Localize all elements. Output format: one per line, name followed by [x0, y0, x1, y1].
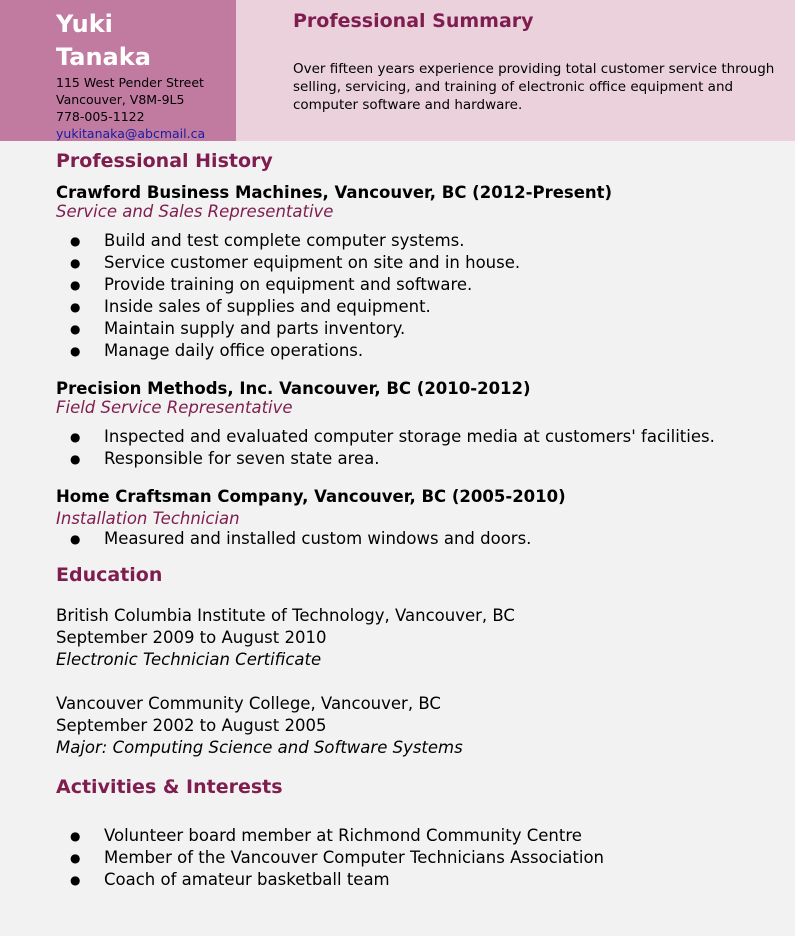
- list-item: ● Inside sales of supplies and equipment.: [56, 296, 786, 318]
- list-item: ● Manage daily office operations.: [56, 340, 786, 362]
- history-title: Professional History: [56, 150, 273, 172]
- phone-number: 778-005-1122: [56, 109, 145, 124]
- list-item: ● Build and test complete computer systems.: [56, 230, 786, 252]
- list-item: ● Inspected and evaluated computer storage media at customers' facilities.: [56, 426, 786, 448]
- job-entry: [56, 183, 786, 362]
- list-item: ● Responsible for seven state area.: [56, 448, 786, 470]
- job-role: Field Service Representative: [56, 398, 293, 417]
- job-role: Service and Sales Representative: [56, 202, 334, 221]
- summary-text: Over fifteen years experience providing total customer service through selling, servicing, and training of electronic office equipment and computer software and hardware.: [293, 61, 775, 113]
- summary-title: Professional Summary: [293, 10, 534, 32]
- city-line: Vancouver, V8M-9L5: [56, 92, 185, 107]
- job-entry: [56, 487, 786, 550]
- last-name: Tanaka: [56, 43, 151, 71]
- school-name: British Columbia Institute of Technology, Vancouver, BC: [56, 606, 515, 625]
- job-duties: [56, 426, 786, 470]
- education-title: Education: [56, 564, 163, 586]
- list-item: ● Measured and installed custom windows and doors.: [56, 528, 786, 550]
- list-item: ● Service customer equipment on site and in house.: [56, 252, 786, 274]
- candidate-name: [56, 8, 151, 74]
- list-item: ● Provide training on equipment and software.: [56, 274, 786, 296]
- job-duties: [56, 528, 786, 550]
- credential: Major: Computing Science and Software Systems: [56, 738, 463, 757]
- job-entry: [56, 379, 786, 470]
- address-line: 115 West Pender Street: [56, 75, 204, 90]
- contact-info: [56, 74, 205, 142]
- list-item: ● Volunteer board member at Richmond Community Centre: [56, 825, 786, 847]
- job-duties: [56, 230, 786, 362]
- activities-list: [56, 825, 786, 891]
- email-link[interactable]: yukitanaka@abcmail.ca: [56, 126, 206, 141]
- list-item: ● Member of the Vancouver Computer Technicians Association: [56, 847, 786, 869]
- list-item: ● Maintain supply and parts inventory.: [56, 318, 786, 340]
- list-item: ● Coach of amateur basketball team: [56, 869, 786, 891]
- job-role: Installation Technician: [56, 509, 240, 528]
- education-entry: [56, 605, 786, 671]
- education-entry: [56, 693, 786, 759]
- credential: Electronic Technician Certificate: [56, 650, 322, 669]
- school-name: Vancouver Community College, Vancouver, BC: [56, 694, 441, 713]
- activities-title: Activities & Interests: [56, 776, 283, 798]
- job-heading: Home Craftsman Company, Vancouver, BC (2005-2010): [56, 487, 566, 506]
- attendance-dates: September 2002 to August 2005: [56, 716, 327, 735]
- job-heading: Precision Methods, Inc. Vancouver, BC (2010-2012): [56, 379, 531, 398]
- first-name: Yuki: [56, 10, 113, 38]
- job-heading: Crawford Business Machines, Vancouver, BC (2012-Present): [56, 183, 613, 202]
- attendance-dates: September 2009 to August 2010: [56, 628, 327, 647]
- resume-body: [56, 148, 786, 891]
- header-name-panel: [0, 0, 236, 141]
